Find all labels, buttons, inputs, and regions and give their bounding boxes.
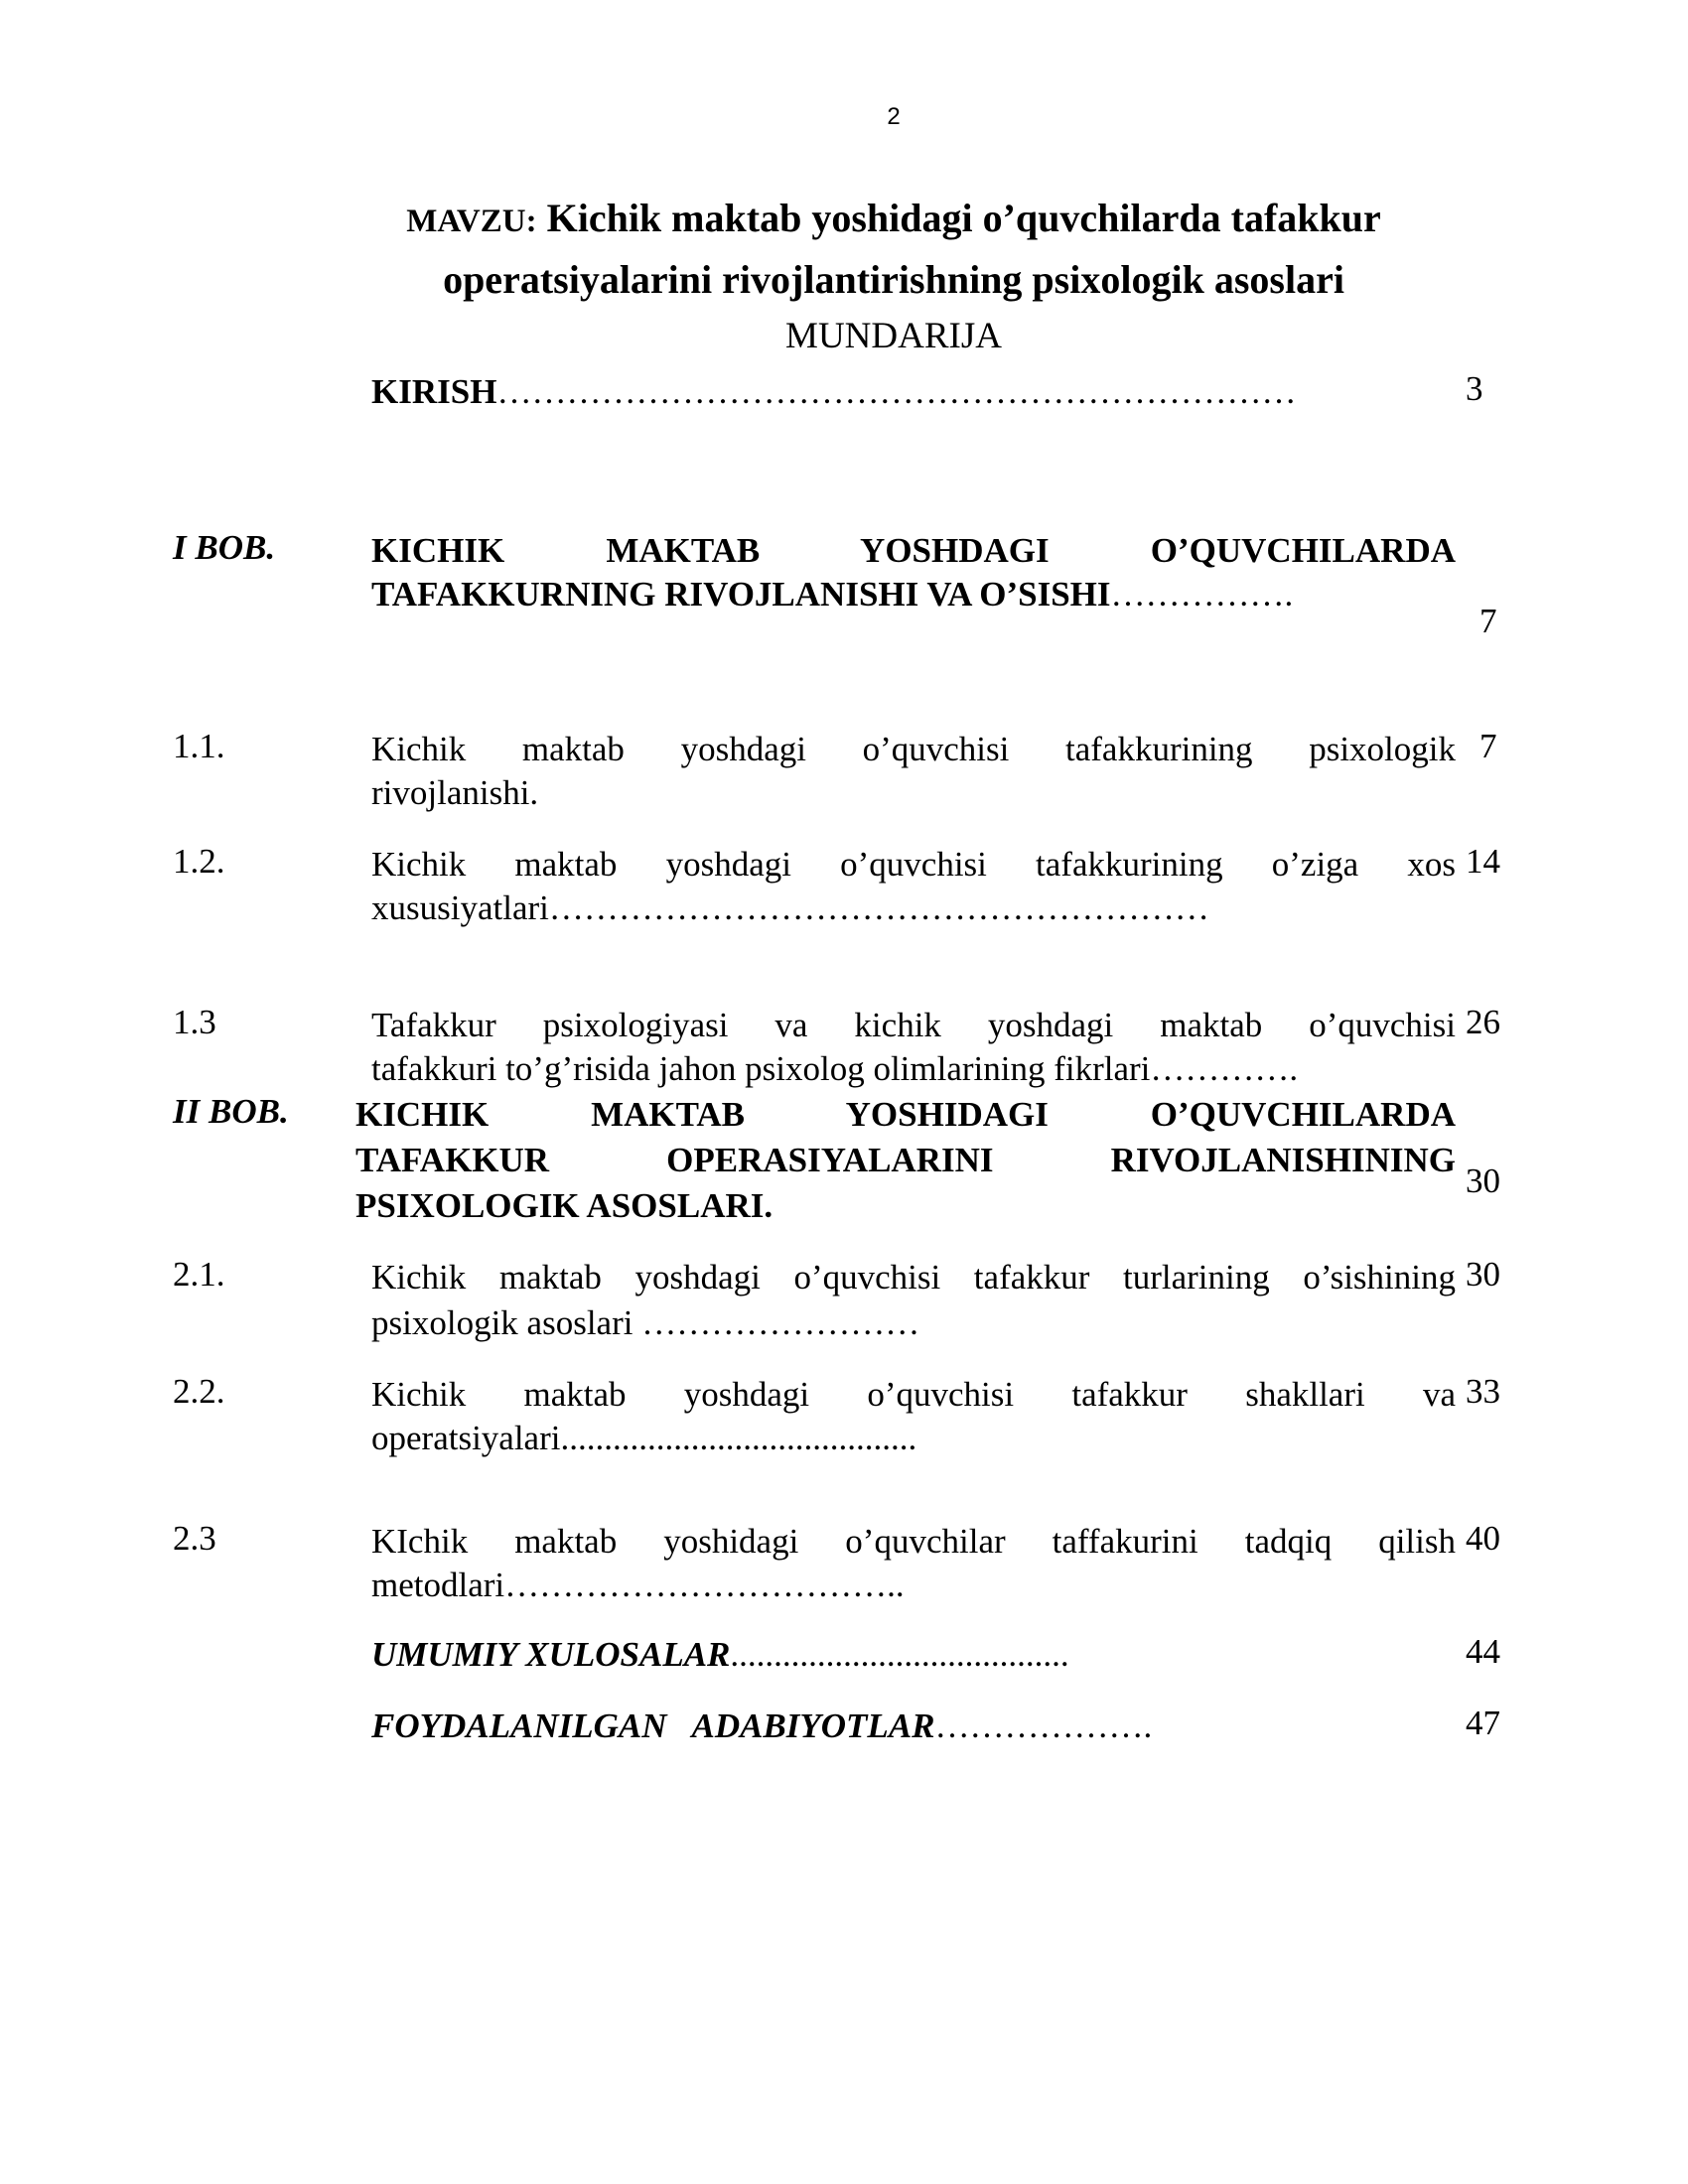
toc-references-dots: ………………. xyxy=(934,1706,1153,1745)
toc-chapter-1-page: 7 xyxy=(1479,602,1497,640)
toc-chapter-1-line-1: KICHIK MAKTAB YOSHDAGI O’QUVCHILARDA xyxy=(371,531,1456,570)
page-number: 2 xyxy=(887,103,901,130)
toc-kirish-page: 3 xyxy=(1466,369,1483,408)
toc-entry-kirish xyxy=(371,369,1456,415)
document-title-line-2: operatsiyalarini rivojlantirishning psixologik asoslari xyxy=(443,257,1344,302)
toc-chapter-2-line-3: PSIXOLOGIK ASOSLARI. xyxy=(355,1186,774,1225)
toc-chapter-1-dots: ……………. xyxy=(1110,575,1294,614)
toc-section-1-1-line-2: rivojlanishi. xyxy=(371,773,539,812)
toc-conclusions-page: 44 xyxy=(1466,1632,1500,1671)
toc-section-2-2-page: 33 xyxy=(1466,1372,1500,1411)
toc-section-1-3-number: 1.3 xyxy=(173,1003,216,1041)
toc-chapter-2-line-2: TAFAKKUR OPERASIYALARINI RIVOJLANISHINING xyxy=(355,1141,1456,1179)
toc-chapter-2-line-1: KICHIK MAKTAB YOSHIDAGI O’QUVCHILARDA xyxy=(355,1095,1456,1134)
toc-kirish-dots: …………………………………………………………… xyxy=(496,372,1297,411)
toc-section-1-2-page: 14 xyxy=(1466,842,1500,881)
toc-section-1-1-page: 7 xyxy=(1479,727,1497,765)
toc-references-label: FOYDALANILGAN ADABIYOTLAR xyxy=(371,1706,935,1745)
toc-conclusions-dots: ....................................... xyxy=(730,1635,1069,1674)
contents-heading: MUNDARIJA xyxy=(785,316,1002,356)
toc-section-1-1-line-1: Kichik maktab yoshdagi o’quvchisi tafakkurining psixologik xyxy=(371,730,1456,768)
toc-section-2-3-line-1: KIchik maktab yoshidagi o’quvchilar taffakurini tadqiq qilish xyxy=(371,1522,1456,1561)
toc-references-page: 47 xyxy=(1466,1704,1500,1742)
toc-chapter-1-number: I BOB. xyxy=(173,528,276,567)
toc-section-2-2-line-2: operatsiyalari......................................... xyxy=(371,1419,917,1457)
toc-section-2-1-line-1: Kichik maktab yoshdagi o’quvchisi tafakkur turlarining o’sishining xyxy=(371,1258,1456,1297)
toc-chapter-2-number: II BOB. xyxy=(173,1092,289,1131)
toc-section-1-2-line-2: xususiyatlari………………………………………………… xyxy=(371,888,1209,927)
title-label: MAVZU: xyxy=(406,204,537,239)
toc-conclusions-label: UMUMIY XULOSALAR xyxy=(371,1635,731,1674)
toc-chapter-1-title-2: TAFAKKURNING RIVOJLANISHI VA O’SISHI xyxy=(371,575,1111,614)
toc-section-1-2-number: 1.2. xyxy=(173,842,225,881)
toc-section-2-3-page: 40 xyxy=(1466,1519,1500,1558)
toc-section-1-3-line-2: tafakkuri to’g’risida jahon psixolog olimlarining fikrlari…………. xyxy=(371,1049,1299,1088)
toc-entry-conclusions xyxy=(371,1632,1456,1678)
toc-section-2-3-number: 2.3 xyxy=(173,1519,216,1558)
toc-entry-references xyxy=(371,1704,1456,1749)
title-text-1: Kichik maktab yoshidagi o’quvchilarda tafakkur xyxy=(546,196,1381,240)
toc-chapter-1-line-2 xyxy=(371,572,1456,617)
toc-section-2-2-line-1: Kichik maktab yoshdagi o’quvchisi tafakkur shakllari va xyxy=(371,1375,1456,1414)
toc-section-1-2-line-1: Kichik maktab yoshdagi o’quvchisi tafakkurining o’ziga xos xyxy=(371,845,1456,884)
document-title-line-1 xyxy=(338,189,1450,251)
toc-section-1-3-page: 26 xyxy=(1466,1003,1500,1041)
toc-section-2-1-page: 30 xyxy=(1466,1255,1500,1294)
toc-section-2-1-line-2: psixologik asoslari …………………… xyxy=(371,1303,920,1342)
toc-kirish-label: KIRISH xyxy=(371,372,497,411)
toc-section-2-2-number: 2.2. xyxy=(173,1372,225,1411)
toc-section-2-3-line-2: metodlari…………………………….. xyxy=(371,1566,905,1604)
toc-chapter-2-page: 30 xyxy=(1466,1161,1500,1200)
toc-section-1-1-number: 1.1. xyxy=(173,727,225,765)
toc-section-2-1-number: 2.1. xyxy=(173,1255,225,1294)
toc-section-1-3-line-1: Tafakkur psixologiyasi va kichik yoshdagi maktab o’quvchisi xyxy=(371,1006,1456,1044)
